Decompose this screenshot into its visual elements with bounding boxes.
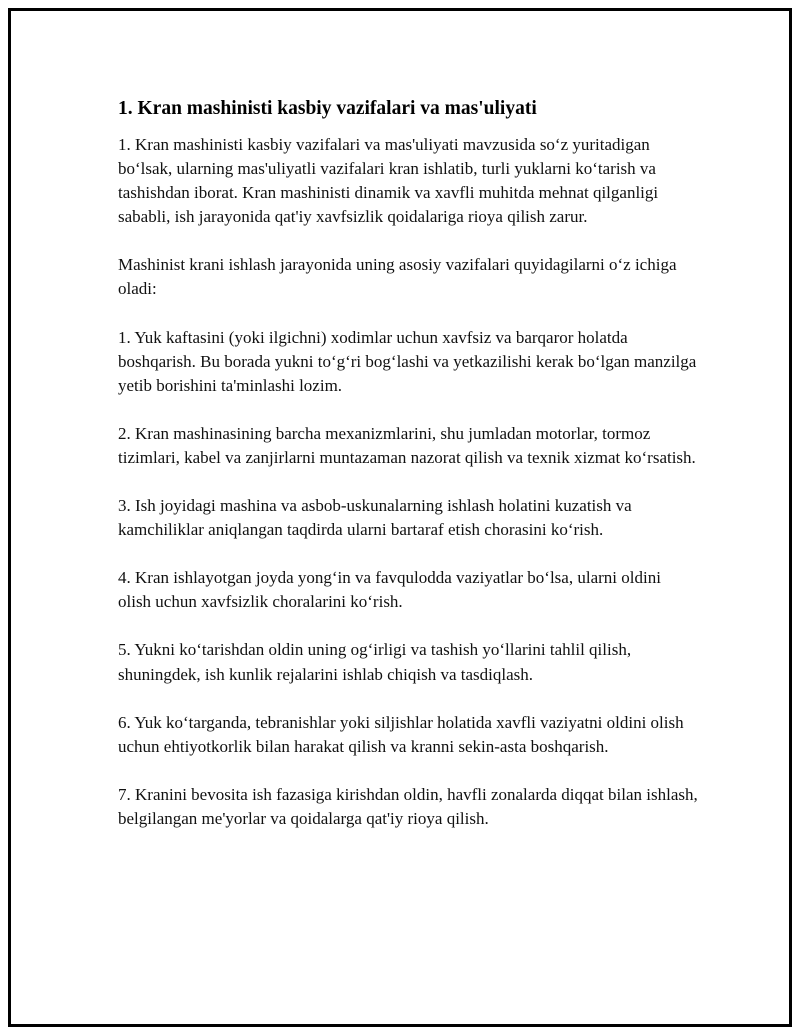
duty-item-2: 2. Kran mashinasining barcha mexanizmlarini, shu jumladan motorlar, tormoz tizimlari, kabel va zanjirlarni muntazaman nazorat qilish va texnik xizmat ko‘rsatish. <box>118 423 696 467</box>
duty-item-4: 4. Kran ishlayotgan joyda yong‘in va favqulodda vaziyatlar bo‘lsa, ularni oldini olish uchun xavfsizlik choralarini ko‘rish. <box>118 568 661 612</box>
duty-item-7: 7. Kranini bevosita ish fazasiga kirishdan oldin, havfli zonalarda diqqat bilan ishlash, belgilangan me'yorlar va qoidalarga qat'iy rioya qilish. <box>118 784 698 828</box>
duties-intro-paragraph: Mashinist krani ishlash jarayonida uning asosiy vazifalari quyidagilarni o‘z ichiga oladi: <box>118 255 677 299</box>
intro-paragraph: 1. Kran mashinisti kasbiy vazifalari va mas'uliyati mavzusida so‘z yuritadigan bo‘lsak, ularning mas'uliyatli vazifalari kran ishlatib, turli yuklarni ko‘tarish va tashishdan iborat. Kran mashinisti dinamik va xavfli muhitda mehnat qilganligi sababli, ish jarayonida qat'iy xavfsizlik qoidalariga rioya qilish zarur. <box>118 135 659 227</box>
document-body <box>118 95 698 855</box>
duty-item-1: 1. Yuk kaftasini (yoki ilgichni) xodimlar uchun xavfsiz va barqaror holatda boshqarish. Bu borada yukni to‘g‘ri bog‘lashi va yetkazilishi kerak bo‘lgan manzilga yetib borishini ta'minlashi lozim. <box>118 327 697 395</box>
page-frame <box>8 8 792 1027</box>
duty-item-5: 5. Yukni ko‘tarishdan oldin uning og‘irligi va tashish yo‘llarini tahlil qilish, shuningdek, ish kunlik rejalarini ishlab chiqish va tasdiqlash. <box>118 640 632 684</box>
duty-item-3: 3. Ish joyidagi mashina va asbob-uskunalarning ishlash holatini kuzatish va kamchiliklar aniqlangan taqdirda ularni bartaraf etish chorasini ko‘rish. <box>118 496 632 540</box>
duty-item-6: 6. Yuk ko‘targanda, tebranishlar yoki siljishlar holatida xavfli vaziyatni oldini olish uchun ehtiyotkorlik bilan harakat qilish va kranni sekin-asta boshqarish. <box>118 712 684 756</box>
document-title: 1. Kran mashinisti kasbiy vazifalari va mas'uliyati <box>118 98 537 119</box>
